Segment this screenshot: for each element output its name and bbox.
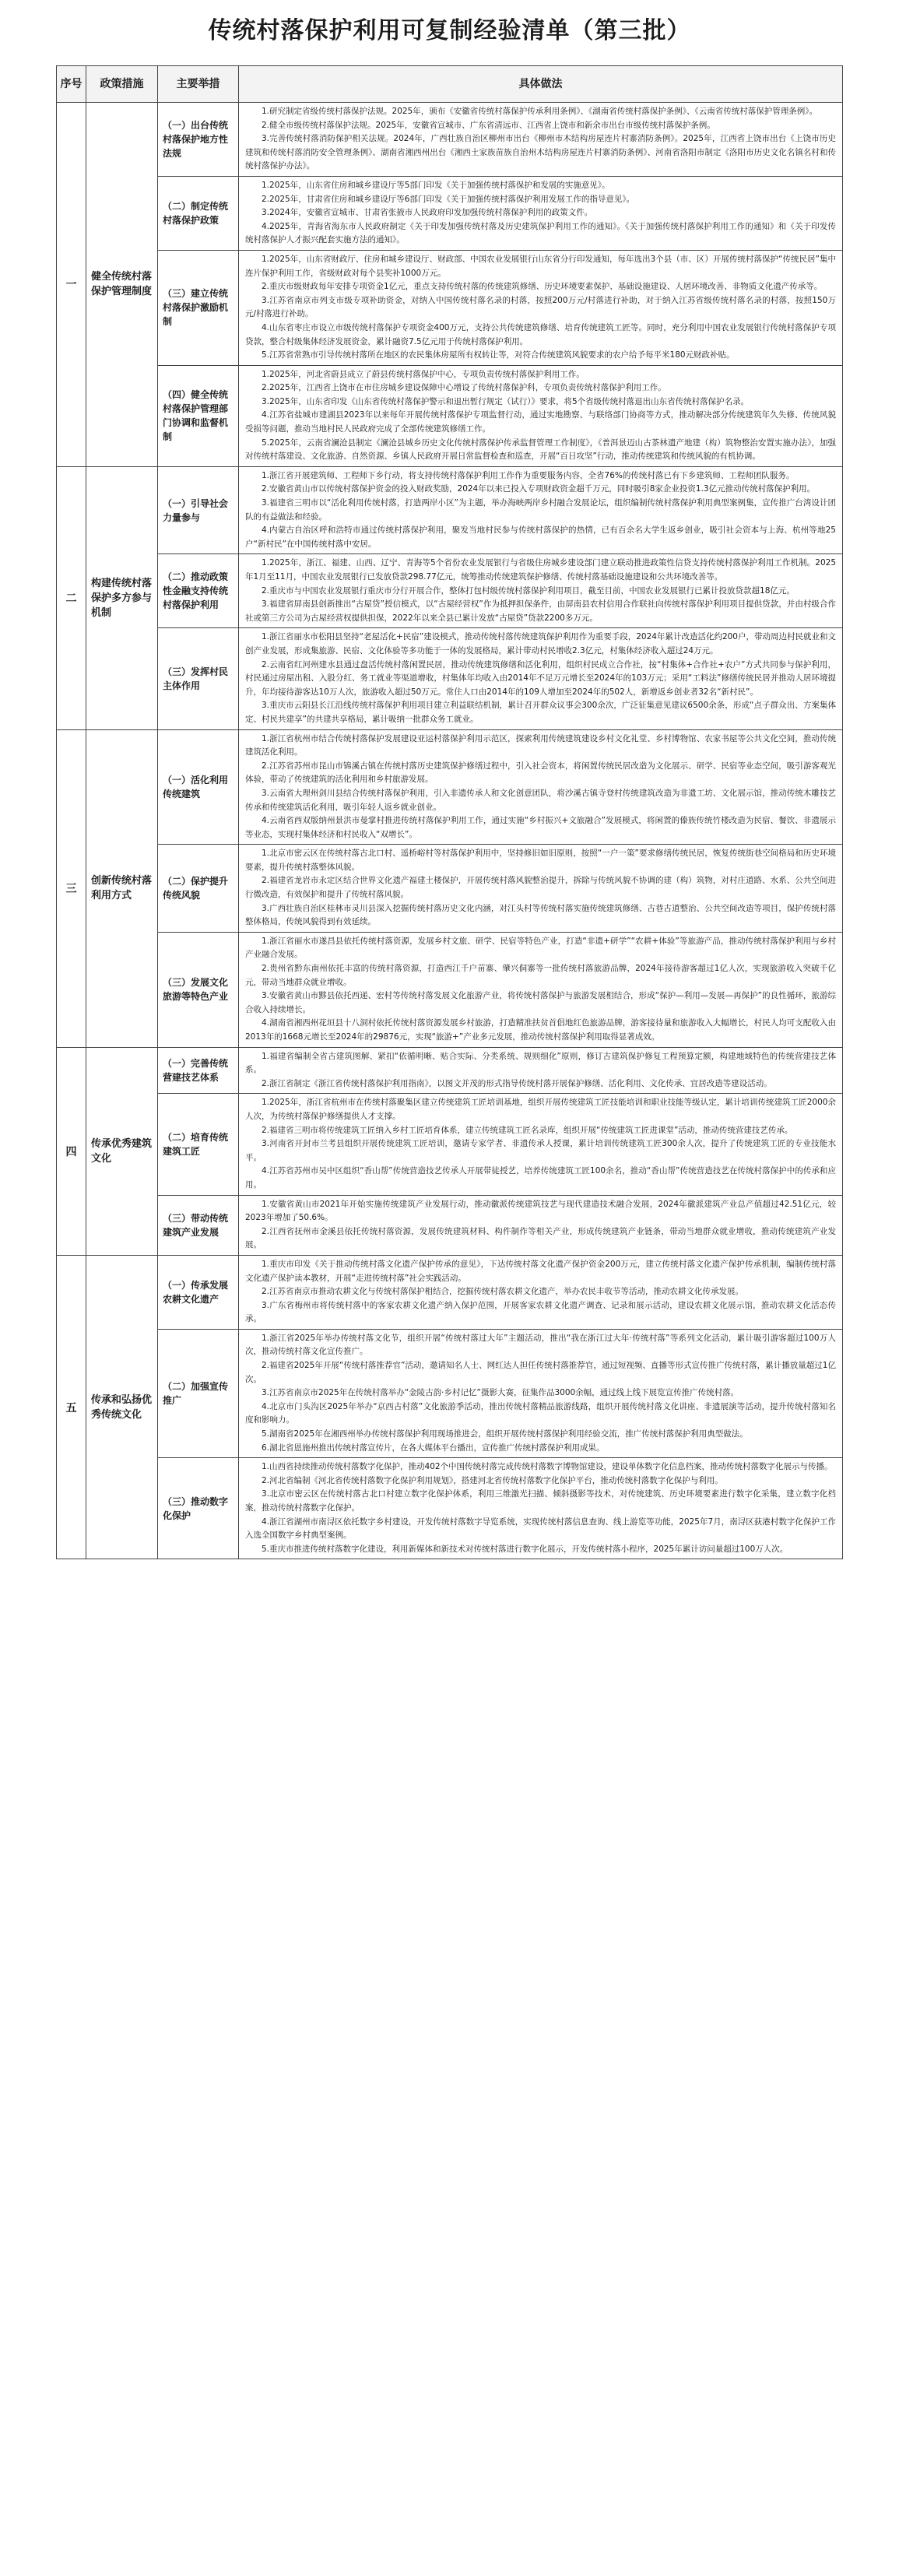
measure-name: （二）制定传统村落保护政策 bbox=[163, 200, 229, 226]
practice-cell bbox=[239, 176, 843, 250]
measure-cell bbox=[158, 554, 239, 628]
practice-paragraph: 1.浙江省开展建筑师、工程师下乡行动，将支持传统村落保护利用工作作为重要服务内容，全省76%的传统村落已有下乡建筑师、工程师团队服务。 bbox=[262, 470, 795, 480]
practice-paragraph: 1.浙江省2025年举办传统村落文化节，组织开展“传统村落过大年”主题活动，推出“我在浙江过大年·传统村落”等系列文化活动，累计吸引游客超过100万人次，推动传统村落文化宣传推广。 bbox=[245, 1333, 836, 1357]
practice-paragraph: 3.北京市密云区在传统村落古北口村建立数字化保护体系，利用三维激光扫描、倾斜摄影等技术，对传统建筑、历史环境要素进行数字化采集，建立数字化档案，推动传统村落数字化保护。 bbox=[245, 1489, 836, 1513]
experience-table bbox=[56, 65, 843, 1559]
practice-paragraph: 4.江苏省苏州市吴中区组织“香山帮”传统营造技艺传承人开展带徒授艺，培养传统建筑工匠100余名，推动“香山帮”传统营造技艺在传统村落保护中的传承和应用。 bbox=[245, 1166, 836, 1190]
table-row bbox=[57, 554, 843, 628]
practice-paragraph: 3.广西壮族自治区桂林市灵川县深入挖掘传统村落历史文化内涵，对江头村等传统村落实施传统建筑修缮、古巷古道整治、公共空间改造等项目，保护传统村落整体格局，传统风貌得到有效延续。 bbox=[245, 903, 836, 927]
header-seq: 序号 bbox=[57, 66, 86, 103]
measure-cell bbox=[158, 932, 239, 1047]
measure-cell bbox=[158, 103, 239, 177]
practice-paragraph: 3.安徽省黄山市黟县依托西递、宏村等传统村落发展文化旅游产业，将传统村落保护与旅游发展相结合，形成“保护—利用—发展—再保护”的良性循环，旅游综合收入持续增长。 bbox=[245, 991, 836, 1014]
measure-name: （二）推动政策性金融支持传统村落保护利用 bbox=[163, 571, 229, 611]
section-seq: 一 bbox=[57, 103, 86, 467]
measure-name: （一）活化利用传统建筑 bbox=[163, 774, 229, 800]
practice-paragraph: 4.2025年，青海省海东市人民政府制定《关于印发加强传统村落及历史建筑保护利用工作的通知》。《关于加强传统村落保护利用工作的通知》和《关于印发传统村落保护人才振兴配套实施方法的通知》。 bbox=[245, 221, 836, 245]
measure-name: （一）出台传统村落保护地方性法规 bbox=[163, 119, 229, 159]
table-header-row bbox=[57, 66, 843, 103]
experience-table-container bbox=[56, 65, 842, 1559]
practice-paragraph: 4.云南省西双版纳州景洪市曼掌村推进传统村落保护利用工作，通过实施“乡村振兴+文旅融合”发展模式，将闲置的傣族传统竹楼改造为民宿、餐饮、非遗展示等业态，实现村集体经济和村民收入“双增长”。 bbox=[245, 816, 836, 839]
practice-paragraph: 4.北京市门头沟区2025年举办“京西古村落”文化旅游季活动，推出传统村落精品旅游线路，组织开展传统村落文化讲座、非遗展演等活动，提升传统村落知名度和影响力。 bbox=[245, 1401, 836, 1425]
practice-paragraph: 3.重庆市云阳县长江沿线传统村落保护利用项目建立利益联结机制，累计召开群众议事会300余次，广泛征集意见建议6500余条，形成“点子群众出、方案集体定、村民共建享”的共建共享格局，累计吸纳一批群众务工就业。 bbox=[245, 701, 836, 724]
section-seq: 三 bbox=[57, 729, 86, 1047]
measure-cell bbox=[158, 466, 239, 554]
practice-paragraph: 2.浙江省制定《浙江省传统村落保护利用指南》，以图文并茂的形式指导传统村落开展保护修缮、活化利用、文化传承、宜居改造等建设活动。 bbox=[262, 1078, 772, 1088]
practice-paragraph: 2.江西省抚州市金溪县依托传统村落资源，发展传统建筑材料、构件制作等相关产业，形成传统建筑产业链条，带动当地群众就业增收，推动传统建筑产业发展。 bbox=[245, 1226, 836, 1250]
practice-paragraph: 2.健全市级传统村落保护法规。2025年，安徽省宣城市、广东省清远市、江西省上饶市和新余市出台市级传统村落保护条例。 bbox=[262, 120, 715, 130]
practice-paragraph: 4.湖南省湘西州花垣县十八洞村依托传统村落资源发展乡村旅游，打造精准扶贫首倡地红色旅游品牌，游客接待量和旅游收入大幅增长，村民人均可支配收入由2013年的1668元增长至2024年的29876元，实现“旅游+”产业多元发展，推动传统村落保护利用取得显著成效。 bbox=[245, 1018, 836, 1042]
practice-cell bbox=[239, 628, 843, 729]
practice-paragraph: 1.研究制定省级传统村落保护法规。2025年，颁布《安徽省传统村落保护传承利用条例》、《湖南省传统村落保护条例》、《云南省传统村落保护管理条例》。 bbox=[262, 107, 817, 116]
practice-cell bbox=[239, 1094, 843, 1195]
measure-name: （一）传承发展农耕文化遗产 bbox=[163, 1279, 229, 1305]
practice-paragraph: 5.2025年，云南省澜沧县制定《澜沧县城乡历史文化传统村落保护传承监督管理工作制度》，《普洱景迈山古茶林遗产地建（构）筑物整治安置实施办法》，加强对传统村落建设、文化旅游、自然资源、乡镇人民政府开展日常监督检查和巡查，开展“百日攻坚”行动，推动传统建筑和传统风貌的有机协调。 bbox=[245, 438, 836, 462]
section-category-text: 健全传统村落保护管理制度 bbox=[91, 271, 153, 298]
practice-paragraph: 1.2025年，山东省住房和城乡建设厅等5部门印发《关于加强传统村落保护和发展的实施意见》。 bbox=[262, 180, 610, 190]
section-category-text: 创新传统村落利用方式 bbox=[91, 875, 153, 902]
measure-cell bbox=[158, 1195, 239, 1255]
practice-paragraph: 1.重庆市印发《关于推动传统村落文化遗产保护传承的意见》，下达传统村落文化遗产保护资金200万元，建立传统村落文化遗产保护传承机制，编制传统村落文化遗产保护读本教材，开展“走进传统村落”社会实践活动。 bbox=[245, 1259, 836, 1283]
practice-cell bbox=[239, 932, 843, 1047]
practice-paragraph: 1.福建省编制全省古建筑图解、紧扣“依循明晰、贴合实际、分类系统、规则细化”原则，修订古建筑保护修复工程预算定额，构建地域特色的传统营建技艺体系。 bbox=[245, 1051, 836, 1075]
practice-cell bbox=[239, 1329, 843, 1457]
practice-paragraph: 4.内蒙古自治区呼和浩特市通过传统村落保护利用，聚发当地村民参与传统村落保护的热情，已有百余名大学生返乡创业，吸引社会资本与上海、杭州等地25户“新村民”在中国传统村落中安居。 bbox=[245, 525, 836, 549]
measure-cell bbox=[158, 729, 239, 845]
practice-cell bbox=[239, 1458, 843, 1559]
practice-paragraph: 1.2025年，浙江、福建、山西、辽宁、青海等5个省份农业发展银行与省级住房城乡建设部门建立联动推进政策性信贷支持传统村落保护利用工作机制。2025年1月至11月，中国农业发展银行已发放贷款298.77亿元，统筹推动传统建筑保护修缮、传统村落基础设施建设和公共环境改善等。 bbox=[245, 558, 836, 582]
practice-paragraph: 3.2024年，安徽省宣城市、甘肃省张掖市人民政府印发加强传统村落保护利用的政策文件。 bbox=[262, 208, 593, 218]
measure-name: （三）发展文化旅游等特色产业 bbox=[163, 977, 229, 1003]
table-row bbox=[57, 1255, 843, 1329]
table-row bbox=[57, 1329, 843, 1457]
practice-paragraph: 1.北京市密云区在传统村落古北口村、遥桥峪村等村落保护利用中，坚持修旧如旧原则，按照“一户一策”要求修缮传统民居，恢复传统街巷空间格局和历史环境要素，提升传统村落整体风貌。 bbox=[245, 849, 836, 872]
measure-cell bbox=[158, 1458, 239, 1559]
practice-paragraph: 1.2025年，浙江省杭州市在传统村落聚集区建立传统建筑工匠培训基地，组织开展传统建筑工匠技能培训和职业技能等级认定，累计培训传统建筑工匠2000余人次，为传统村落保护修缮提供人才支撑。 bbox=[245, 1098, 836, 1121]
practice-paragraph: 2.重庆市级财政每年安排专项资金1亿元，重点支持传统村落的传统建筑修缮、历史环境要素保护、基础设施建设、人居环境改善、非物质文化遗产传承等。 bbox=[262, 282, 823, 292]
practice-cell bbox=[239, 250, 843, 365]
practice-paragraph: 4.江苏省盐城市建湖县2023年以来每年开展传统村落保护专项监督行动，通过实地勘察、与联络部门协商等方式，推动解决部分传统建筑年久失修、传统风貌受损等问题，推动当地村民人民政府完成了全部传统建筑修缮工作。 bbox=[245, 410, 836, 434]
measure-cell bbox=[158, 1329, 239, 1457]
practice-paragraph: 4.山东省枣庄市设立市级传统村落保护专项资金400万元，支持公共传统建筑修缮、培育传统建筑工匠等。同时，充分利用中国农业发展银行传统村落保护专项贷款，整合村级集体经济发展资金，累计融资7.5亿元用于传统村落保护利用。 bbox=[245, 322, 836, 346]
practice-cell bbox=[239, 1195, 843, 1255]
practice-cell bbox=[239, 729, 843, 845]
practice-paragraph: 1.2025年，山东省财政厅、住房和城乡建设厅、财政部、中国农业发展银行山东省分行印发通知，每年选出3个县（市、区）开展传统村落保护“传统民居”集中连片保护利用工作，省级财政对每个县奖补1000万元。 bbox=[245, 254, 836, 278]
section-category bbox=[86, 466, 158, 729]
measure-name: （一）引导社会力量参与 bbox=[163, 497, 229, 523]
section-category bbox=[86, 729, 158, 1047]
practice-cell bbox=[239, 845, 843, 933]
practice-paragraph: 1.浙江省杭州市结合传统村落保护发展建设亚运村落保护利用示范区，探索利用传统建筑建设乡村文化礼堂、乡村博物馆、农家书屋等公共文化空间，推动传统建筑活化利用。 bbox=[245, 733, 836, 757]
practice-paragraph: 3.完善传统村落消防保护相关法规。2024年，广西壮族自治区柳州市出台《柳州市木结构房屋连片村寨消防条例》。2025年，江西省上饶市出台《上饶市历史建筑和传统村落消防安全管理条例》、湖南省湘西州出台《湘西土家族苗族自治州木结构房屋连片村寨消防条例》、河南省洛阳市制定《洛阳市历史文化名镇名村和传统村落保护办法》。 bbox=[245, 134, 836, 171]
practice-paragraph: 2.贵州省黔东南州依托丰富的传统村落资源，打造西江千户苗寨、肇兴侗寨等一批传统村落旅游品牌，2024年接待游客超过1亿人次，实现旅游收入突破千亿元，带动当地群众就业增收。 bbox=[245, 964, 836, 987]
measure-cell bbox=[158, 628, 239, 729]
measure-name: （三）推动数字化保护 bbox=[163, 1495, 229, 1521]
measure-name: （三）带动传统建筑产业发展 bbox=[163, 1212, 229, 1238]
measure-cell bbox=[158, 176, 239, 250]
measure-cell bbox=[158, 1094, 239, 1195]
practice-cell bbox=[239, 103, 843, 177]
measure-name: （三）建立传统村落保护激励机制 bbox=[163, 288, 229, 328]
practice-paragraph: 2.云南省红河州建水县通过盘活传统村落闲置民居，推动传统建筑修缮和活化利用，组织村民成立合作社，按“村集体+合作社+农户”方式共同参与保护利用，村民通过房屋出租、入股分红、务工就业等渠道增收，村集体年均收入由2014年不足万元增长至2024年的103万元；采用“工料法”修缮传统民居并推动人居环境提升，年均接待游客达10万人次，旅游收入超过50万元。常住人口由2014年的109人增加至2024年的502人，新增返乡创业者32名“新村民”。 bbox=[245, 659, 836, 697]
practice-paragraph: 1.2025年，河北省蔚县成立了蔚县传统村落保护中心，专项负责传统村落保护利用工作。 bbox=[262, 369, 585, 379]
measure-cell bbox=[158, 365, 239, 466]
practice-paragraph: 5.湖南省2025年在湘西州举办传统村落保护利用现场推进会，组织开展传统村落保护利用经验交流，推广传统村落保护利用典型做法。 bbox=[262, 1429, 748, 1439]
practice-paragraph: 2.福建省三明市将传统建筑工匠纳入乡村工匠培育体系，建立传统建筑工匠名录库，组织开展“传统建筑工匠进课堂”活动，推动传统营建技艺传承。 bbox=[262, 1125, 793, 1135]
practice-paragraph: 1.浙江省丽水市遂昌县依托传统村落资源，发展乡村文旅、研学、民宿等特色产业，打造“非遗+研学”“农耕+体验”等旅游产品，推动传统村落保护利用与乡村产业融合发展。 bbox=[245, 936, 836, 960]
measure-cell bbox=[158, 1047, 239, 1094]
section-category bbox=[86, 103, 158, 467]
table-row bbox=[57, 365, 843, 466]
section-category-text: 传承优秀建筑文化 bbox=[91, 1137, 153, 1165]
practice-paragraph: 2.河北省编制《河北省传统村落数字化保护利用规划》，搭建河北省传统村落数字化保护平台，推动传统村落数字化保护与利用。 bbox=[262, 1475, 723, 1485]
practice-paragraph: 1.山西省持续推动传统村落数字化保护，推动402个中国传统村落完成传统村落数字博物馆建设，建设单体数字化信息档案，推动传统村落数字化展示与传播。 bbox=[262, 1462, 833, 1472]
practice-cell bbox=[239, 1255, 843, 1329]
practice-cell bbox=[239, 466, 843, 554]
measure-name: （一）完善传统营建技艺体系 bbox=[163, 1057, 229, 1083]
table-row bbox=[57, 932, 843, 1047]
section-category-text: 传承和弘扬优秀传统文化 bbox=[91, 1393, 153, 1421]
practice-paragraph: 3.江苏省南京市2025年在传统村落举办“金陵古韵·乡村记忆”摄影大赛，征集作品3000余幅，通过线上线下展览宣传推广传统村落。 bbox=[262, 1388, 739, 1398]
table-row bbox=[57, 466, 843, 554]
table-row bbox=[57, 1195, 843, 1255]
practice-cell bbox=[239, 554, 843, 628]
section-category-text: 构建传统村落保护多方参与机制 bbox=[91, 577, 153, 619]
measure-cell bbox=[158, 845, 239, 933]
measure-name: （四）健全传统村落保护管理部门协调和监督机制 bbox=[163, 389, 229, 443]
practice-cell bbox=[239, 1047, 843, 1094]
table-row bbox=[57, 1047, 843, 1094]
table-body bbox=[57, 103, 843, 1559]
practice-paragraph: 2.福建省龙岩市永定区结合世界文化遗产福建土楼保护，开展传统村落风貌整治提升，拆除与传统风貌不协调的建（构）筑物，对村庄道路、水系、公共空间进行微改造，有效保护和提升了传统村落风貌。 bbox=[245, 876, 836, 900]
practice-paragraph: 3.河南省开封市兰考县组织开展传统建筑工匠培训，邀请专家学者、非遗传承人授课，累计培训传统建筑工匠300余人次，提升了传统建筑工匠的专业技能水平。 bbox=[245, 1139, 836, 1162]
table-row bbox=[57, 103, 843, 177]
table-row bbox=[57, 176, 843, 250]
table-row bbox=[57, 250, 843, 365]
measure-name: （二）保护提升传统风貌 bbox=[163, 876, 229, 901]
practice-paragraph: 3.福建省三明市以“活化利用传统村落，打造两岸小区”为主题，举办海峡两岸乡村融合发展论坛，组织编制传统村落保护利用典型案例集，宣传推广台湾设计团队的有益做法和经验。 bbox=[245, 498, 836, 522]
practice-paragraph: 1.安徽省黄山市2021年开始实施传统建筑产业发展行动，推动徽派传统建筑技艺与现代建造技术融合发展，2024年徽派建筑产业总产值超过42.51亿元，较2023年增加了50.6%。 bbox=[245, 1199, 836, 1223]
measure-name: （三）发挥村民主体作用 bbox=[163, 666, 229, 691]
practice-paragraph: 3.广东省梅州市将传统村落中的客家农耕文化遗产纳入保护范围，开展客家农耕文化遗产调查、记录和展示活动，建设农耕文化展示馆，推动农耕文化活态传承。 bbox=[245, 1300, 836, 1324]
practice-paragraph: 3.2025年，山东省印发《山东省传统村落保护警示和退出暂行规定（试行）》要求，将5个省级传统村落退出山东省传统村落保护名录。 bbox=[262, 396, 750, 406]
table-row bbox=[57, 1458, 843, 1559]
practice-cell bbox=[239, 365, 843, 466]
header-measure: 主要举措 bbox=[158, 66, 239, 103]
practice-paragraph: 6.湖北省恩施州推出传统村落宣传片，在各大媒体平台播出，宣传推广传统村落保护利用成果。 bbox=[262, 1443, 605, 1453]
practice-paragraph: 3.云南省大理州剑川县结合传统村落保护利用，引入非遗传承人和文化创意团队，将沙溪古镇寺登村传统建筑改造为非遗工坊、文化展示馆，推动传统木雕技艺传承和传统建筑活化利用，吸引年轻人返乡就业创业。 bbox=[245, 788, 836, 812]
table-row bbox=[57, 1094, 843, 1195]
header-policy: 政策措施 bbox=[86, 66, 158, 103]
practice-paragraph: 2.重庆市与中国农业发展银行重庆市分行开展合作，整体打包村级传统村落保护利用项目，截至目前，中国农业发展银行已累计投放贷款超18亿元。 bbox=[262, 585, 795, 596]
practice-paragraph: 5.重庆市推进传统村落数字化建设，利用新媒体和新技术对传统村落进行数字化展示，开发传统村落小程序，2025年累计访问量超过100万人次。 bbox=[262, 1544, 788, 1554]
measure-name: （二）加强宣传推广 bbox=[163, 1381, 229, 1407]
page-title: 传统村落保护利用可复制经验清单（第三批） bbox=[208, 17, 691, 44]
practice-paragraph: 2.江苏省南京市推动农耕文化与传统村落保护相结合，挖掘传统村落农耕文化遗产，举办农民丰收节等活动，推动农耕文化传承发展。 bbox=[262, 1287, 744, 1297]
practice-paragraph: 3.福建省屏南县创新推出“古屋贷”授信模式，以“古屋经营权”作为抵押担保条件，由屏南县农村信用合作联社向传统村落保护利用项目提供贷款，并由村级合作社或第三方公司为古屋经营权提供担保，2022年以来全县已累计发放“古屋贷”贷款2200多万元。 bbox=[245, 599, 836, 623]
table-row bbox=[57, 628, 843, 729]
measure-cell bbox=[158, 1255, 239, 1329]
practice-paragraph: 1.浙江省丽水市松阳县坚持“老屋活化+民宿”建设模式，推动传统村落传统建筑保护利用作为重要手段，2024年累计改造活化约200户，带动周边村民就业和文创产业发展，形成集旅游、民宿、文化体验等多功能于一体的发展格局，累计带动村民增收2.3亿元，村集体经济收入超过24万元。 bbox=[245, 632, 836, 655]
practice-paragraph: 4.浙江省湖州市南浔区依托数字乡村建设，开发传统村落数字导览系统，实现传统村落信息查询、线上游览等功能，2025年7月，南浔区荻港村数字化保护工作入选全国数字乡村典型案例。 bbox=[245, 1516, 836, 1541]
practice-paragraph: 2.2025年，江西省上饶市在市住房城乡建设保障中心增设了传统村落保护科，专项负责传统村落保护利用工作。 bbox=[262, 383, 666, 393]
section-seq: 五 bbox=[57, 1255, 86, 1559]
section-seq: 四 bbox=[57, 1047, 86, 1255]
section-category bbox=[86, 1255, 158, 1559]
practice-paragraph: 2.福建省2025年开展“传统村落推荐官”活动，邀请知名人士、网红达人担任传统村落推荐官，通过短视频、直播等形式宣传推广传统村落，累计播放量超过1亿次。 bbox=[245, 1361, 836, 1384]
practice-paragraph: 2.江苏省苏州市昆山市锦溪古镇在传统村落历史建筑保护修缮过程中，引入社会资本，将闲置传统民居改造为文化展示、研学、民宿等业态空间，吸引游客观光体验，带动了传统建筑的活化利用和乡村旅游发展。 bbox=[245, 761, 836, 785]
section-category bbox=[86, 1047, 158, 1255]
practice-paragraph: 3.江苏省南京市列支市级专项补助资金，对纳入中国传统村落名录的村落，按照200万元/村落进行补助，对于纳入江苏省级传统村落名录的村落，按照150万元/村落进行补助。 bbox=[245, 295, 836, 319]
table-row bbox=[57, 845, 843, 933]
practice-paragraph: 2.2025年，甘肃省住房和城乡建设厅等6部门印发《关于加强传统村落保护利用发展工作的指导意见》。 bbox=[262, 194, 635, 204]
measure-cell bbox=[158, 250, 239, 365]
table-row bbox=[57, 729, 843, 845]
practice-paragraph: 2.安徽省黄山市以传统村落保护资金的投入财政奖励，2024年以来已投入专项财政资金超千万元，同时吸引8家企业投资1.3亿元推动传统村落保护利用。 bbox=[262, 484, 816, 494]
practice-paragraph: 5.江苏省常熟市引导传统村落所在地区的农民集体房屋所有权转让等，对符合传统建筑风貌要求的农户给予每平米180元财政补贴。 bbox=[262, 350, 735, 360]
measure-name: （二）培育传统建筑工匠 bbox=[163, 1131, 229, 1157]
section-seq: 二 bbox=[57, 466, 86, 729]
header-practice: 具体做法 bbox=[239, 66, 843, 103]
